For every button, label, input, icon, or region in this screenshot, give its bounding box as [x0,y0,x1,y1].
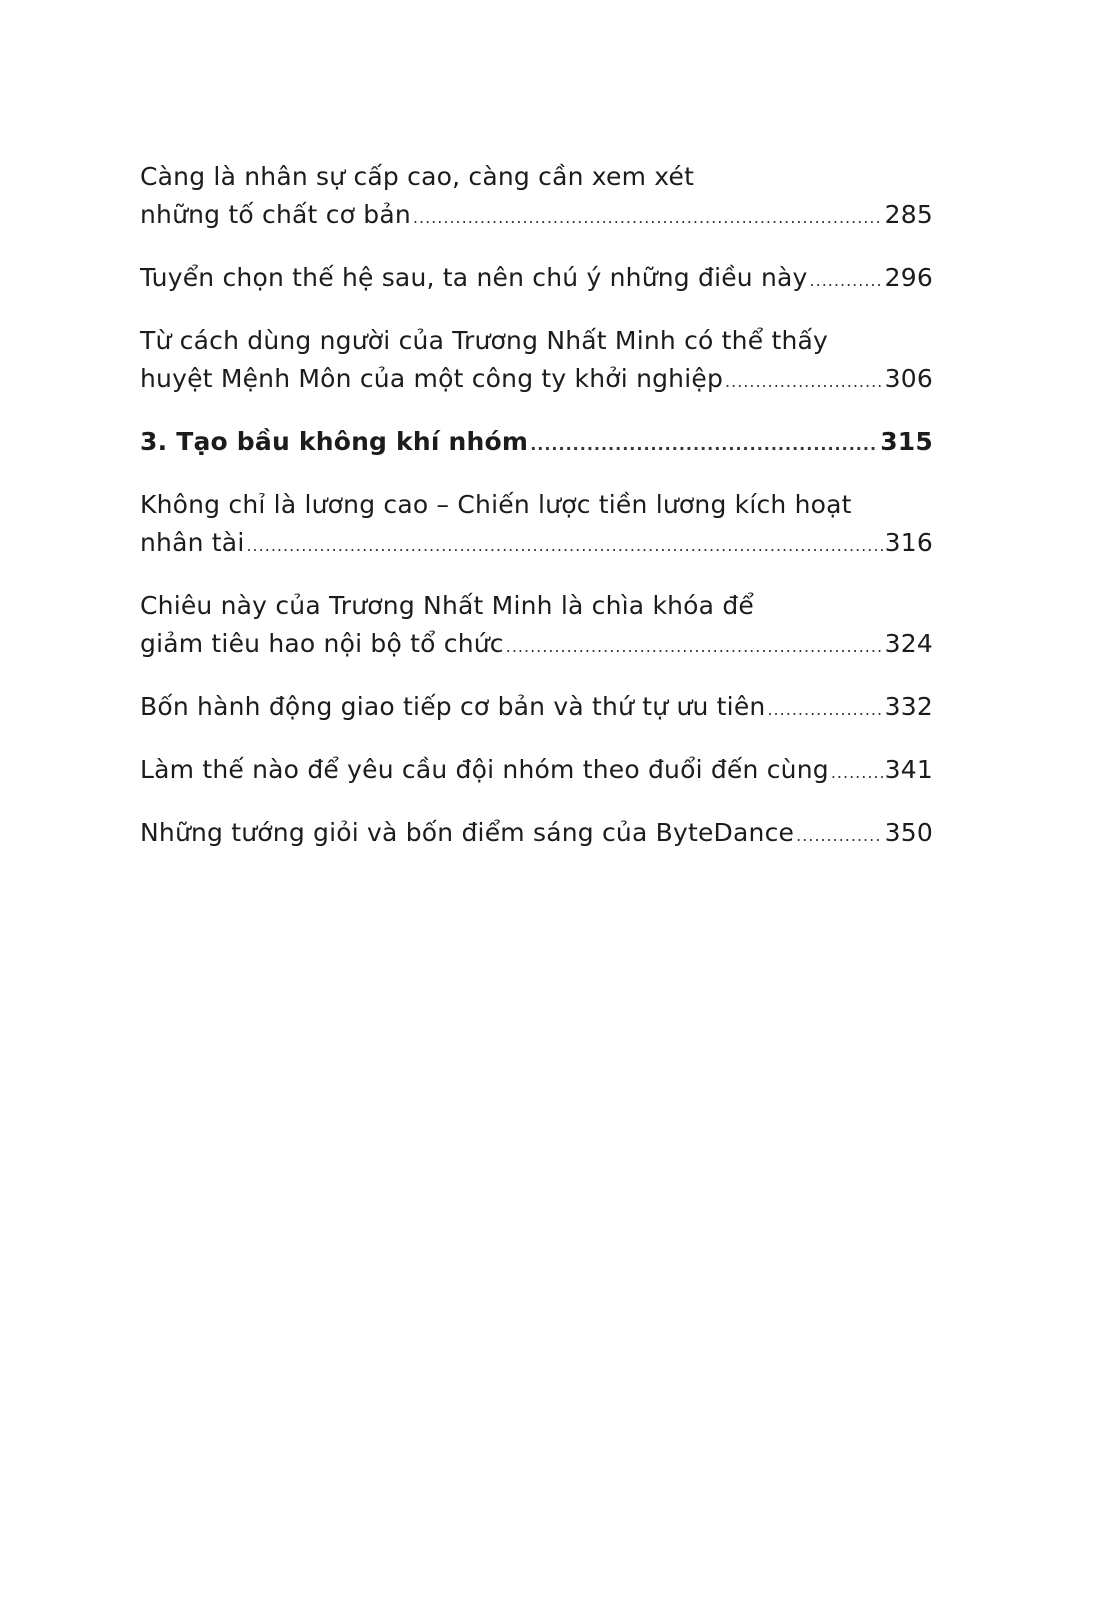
toc-page-number: 341 [884,755,933,784]
dot-leader [246,527,882,565]
toc-entry [140,814,933,855]
toc-entry-title: nhân tài [140,528,245,557]
toc-entry [140,587,933,666]
toc-page-number: 306 [884,364,933,393]
toc-entry-last-line [140,423,933,464]
dot-leader [413,199,883,237]
toc-entry [140,486,933,565]
toc-entry-last-line [140,751,933,792]
toc-entry [140,751,933,792]
toc-section-heading [140,423,933,464]
toc-entry-title: Những tướng giỏi và bốn điểm sáng của ByteDance [140,818,795,847]
dot-leader [810,262,883,300]
toc-entry [140,322,933,401]
dot-leader [530,426,878,464]
toc-entry-title: những tố chất cơ bản [140,200,411,229]
toc-entry [140,259,933,300]
toc-entry-last-line [140,524,933,565]
toc-entry-title: giảm tiêu hao nội bộ tổ chức [140,629,504,658]
toc-entry-last-line [140,688,933,729]
toc-page-number: 350 [884,818,933,847]
dot-leader [796,817,883,855]
toc-entry-last-line [140,814,933,855]
toc-page-number: 315 [880,427,933,456]
dot-leader [767,691,882,729]
toc-entry-line: Không chỉ là lương cao – Chiến lược tiền lương kích hoạt [140,490,852,519]
dot-leader [725,363,883,401]
toc-page-number: 316 [884,528,933,557]
toc-entry-line: Càng là nhân sự cấp cao, càng cần xem xét [140,162,695,191]
toc-entry [140,158,933,237]
toc-entry-last-line [140,625,933,666]
toc-entry-line: Chiêu này của Trương Nhất Minh là chìa khóa để [140,591,754,620]
toc-page-number: 285 [884,200,933,229]
toc-entry-title: Bốn hành động giao tiếp cơ bản và thứ tự ưu tiên [140,692,766,721]
toc-entry-last-line [140,196,933,237]
toc-entry-last-line [140,259,933,300]
toc-entry-title: Tuyển chọn thế hệ sau, ta nên chú ý những điều này [140,263,808,292]
toc-entry-line: Từ cách dùng người của Trương Nhất Minh có thể thấy [140,326,829,355]
toc-entry [140,688,933,729]
toc-entry-title: Làm thế nào để yêu cầu đội nhóm theo đuổi đến cùng [140,755,829,784]
toc-page-number: 296 [884,263,933,292]
dot-leader [506,628,883,666]
toc-page-number: 324 [884,629,933,658]
table-of-contents [140,158,933,877]
dot-leader [831,754,883,792]
toc-page-number: 332 [884,692,933,721]
toc-entry-last-line [140,360,933,401]
toc-section-title: 3. Tạo bầu không khí nhóm [140,427,529,456]
toc-entry-title: huyệt Mệnh Môn của một công ty khởi nghiệp [140,364,724,393]
